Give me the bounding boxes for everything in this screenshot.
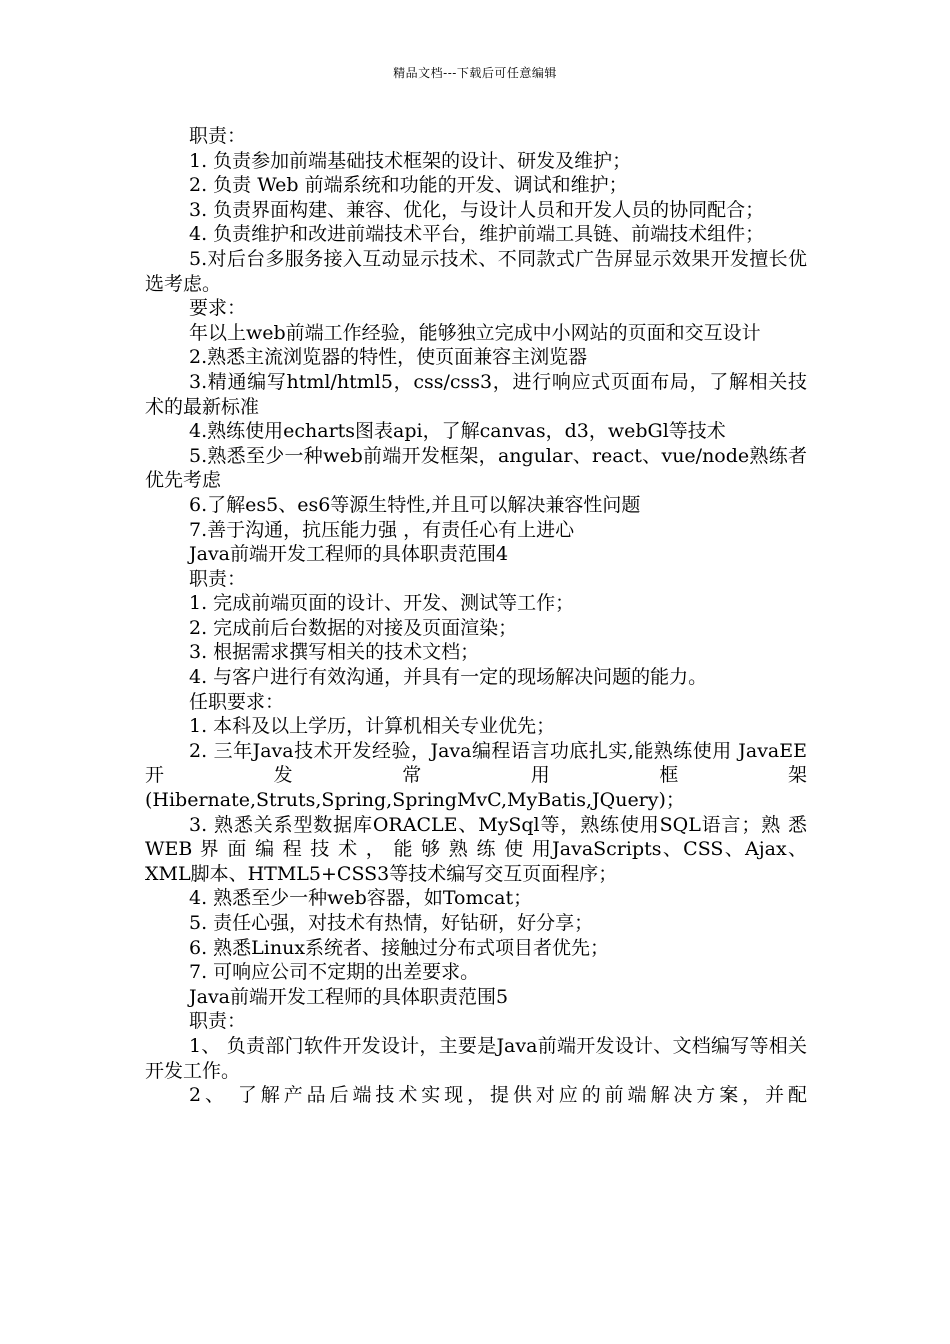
paragraph: 6.了解es5、es6等源生特性,并且可以解决兼容性问题 bbox=[189, 493, 641, 516]
paragraph: 2. 负责 Web 前端系统和功能的开发、调试和维护； bbox=[189, 174, 628, 197]
paragraph: 4. 熟悉至少一种web容器，如Tomcat； bbox=[189, 887, 533, 910]
paragraph: 职责： bbox=[189, 1010, 247, 1033]
paragraph: 2、 了解产品后端技术实现，提供对应的前端解决方案，并配 bbox=[189, 1084, 807, 1107]
paragraph: 5.熟悉至少一种web前端开发框架，angular、react、vue/node熟练者优先考虑 bbox=[145, 444, 807, 492]
paragraph: 3.精通编写html/html5，css/css3，进行响应式页面布局，了解相关技术的最新标准 bbox=[145, 370, 807, 418]
section-heading: Java前端开发工程师的具体职责范围4 bbox=[189, 543, 509, 566]
paragraph: 3. 负责界面构建、兼容、优化，与设计人员和开发人员的协同配合； bbox=[189, 198, 765, 221]
page-header: 精品文档---下载后可任意编辑 bbox=[393, 66, 557, 80]
paragraph: 1. 本科及以上学历，计算机相关专业优先； bbox=[189, 715, 556, 738]
paragraph: 2.熟悉主流浏览器的特性，使页面兼容主浏览器 bbox=[189, 346, 588, 369]
paragraph: 要求： bbox=[189, 297, 247, 320]
paragraph: 7.善于沟通，抗压能力强 ，有责任心有上进心 bbox=[189, 518, 575, 541]
paragraph: 任职要求： bbox=[189, 690, 285, 713]
paragraph: 5. 责任心强，对技术有热情，好钻研，好分享； bbox=[189, 912, 594, 934]
paragraph: 1、 负责部门软件开发设计，主要是Java前端开发设计、文档编写等相关开发工作。 bbox=[145, 1034, 807, 1082]
paragraph: 1. 完成前端页面的设计、开发、测试等工作； bbox=[189, 592, 575, 615]
paragraph: 3. 根据需求撰写相关的技术文档； bbox=[189, 641, 480, 664]
section-heading: Java前端开发工程师的具体职责范围5 bbox=[189, 985, 509, 1008]
paragraph: 年以上web前端工作经验，能够独立完成中小网站的页面和交互设计 bbox=[189, 321, 761, 344]
paragraph: 7. 可响应公司不定期的出差要求。 bbox=[189, 961, 480, 984]
paragraph: 职责： bbox=[189, 567, 247, 590]
paragraph: 2. 三年Java技术开发经验，Java编程语言功底扎实,能熟练使用 JavaEE 开 发 常 用 框 架(Hibernate,Struts,Spring,SpringMvC,MyBatis,JQuery)； bbox=[145, 739, 807, 812]
document-body bbox=[145, 124, 807, 1108]
paragraph: 6. 熟悉Linux系统者、接触过分布式项目者优先； bbox=[189, 936, 610, 959]
paragraph: 4. 与客户进行有效沟通，并具有一定的现场解决问题的能力。 bbox=[189, 666, 708, 689]
paragraph: 5.对后台多服务接入互动显示技术、不同款式广告屏显示效果开发擅长优选考虑。 bbox=[145, 247, 807, 295]
paragraph: 1. 负责参加前端基础技术框架的设计、研发及维护； bbox=[189, 149, 632, 172]
paragraph: 4.熟练使用echarts图表api，了解canvas，d3，webGl等技术 bbox=[189, 420, 726, 443]
paragraph: 2. 完成前后台数据的对接及页面渲染； bbox=[189, 616, 518, 639]
paragraph: 4. 负责维护和改进前端技术平台，维护前端工具链、前端技术组件； bbox=[189, 223, 765, 246]
paragraph: 职责： bbox=[189, 125, 247, 147]
paragraph: 3. 熟悉关系型数据库ORACLE、MySql等，熟练使用SQL语言；熟 悉 WEB 界 面 编 程 技 术 ， 能 够 熟 练 使 用JavaScripts、CSS、Ajax、XML脚本、HTML5+CSS3等技术编写交互页面程序； bbox=[145, 813, 807, 885]
